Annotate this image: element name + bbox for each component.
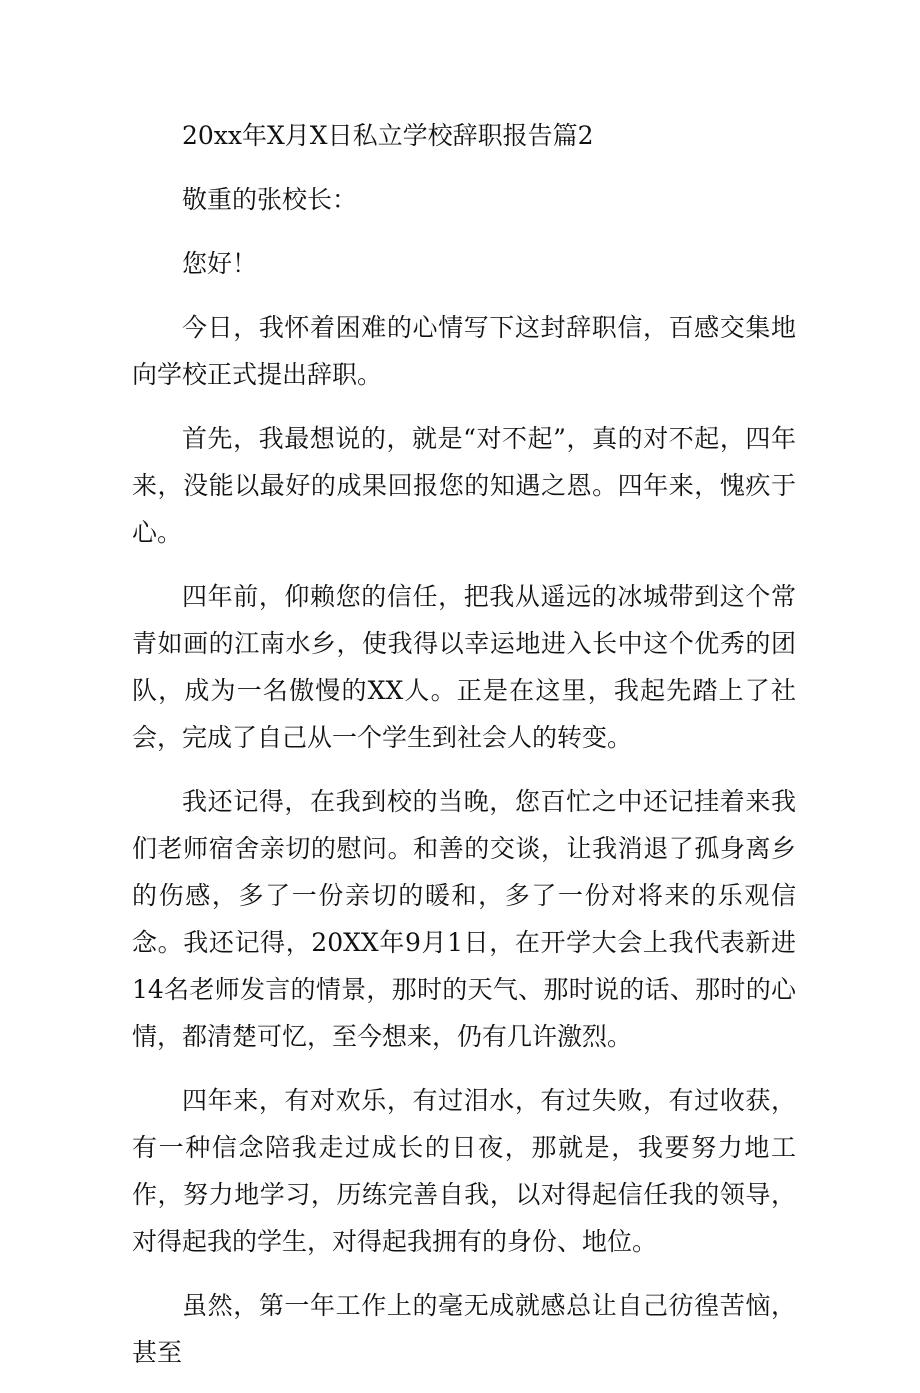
paragraph-2: 首先，我最想说的，就是“对不起”，真的对不起，四年来，没能以最好的成果回报您的知遇之恩。四年来，愧疚于心。 — [132, 424, 796, 547]
greeting: 您好！ — [182, 249, 258, 278]
paragraph-6: 虽然，第一年工作上的毫无成就感总让自己彷徨苦恼，甚至 — [132, 1291, 796, 1367]
paragraph-1: 今日，我怀着困难的心情写下这封辞职信，百感交集地向学校正式提出辞职。 — [132, 313, 796, 389]
paragraph-3: 四年前，仰赖您的信任，把我从遥远的冰城带到这个常青如画的江南水乡，使我得以幸运地进入长中这个优秀的团队，成为一名傲慢的XX人。正是在这里，我起先踏上了社会，完成了自己从一个学生到社会人的转变。 — [132, 582, 796, 752]
salutation: 敬重的张校长： — [182, 185, 358, 214]
paragraph-4: 我还记得，在我到校的当晚，您百忙之中还记挂着来我们老师宿舍亲切的慰问。和善的交谈，让我消退了孤身离乡的伤感，多了一份亲切的暖和，多了一份对将来的乐观信念。我还记得，20XX年9月1日，在开学大会上我代表新进14名老师发言的情景，那时的天气、那时说的话、那时的心情，都清楚可忆，至今想来，仍有几许激烈。 — [132, 787, 796, 1051]
paragraph-5: 四年来，有对欢乐，有过泪水，有过失败，有过收获，有一种信念陪我走过成长的日夜，那就是，我要努力地工作，努力地学习，历练完善自我，以对得起信任我的领导，对得起我的学生，对得起我拥有的身份、地位。 — [132, 1086, 796, 1256]
document-body — [132, 112, 796, 1393]
document-title: 20xx年X月X日私立学校辞职报告篇2 — [182, 121, 594, 150]
